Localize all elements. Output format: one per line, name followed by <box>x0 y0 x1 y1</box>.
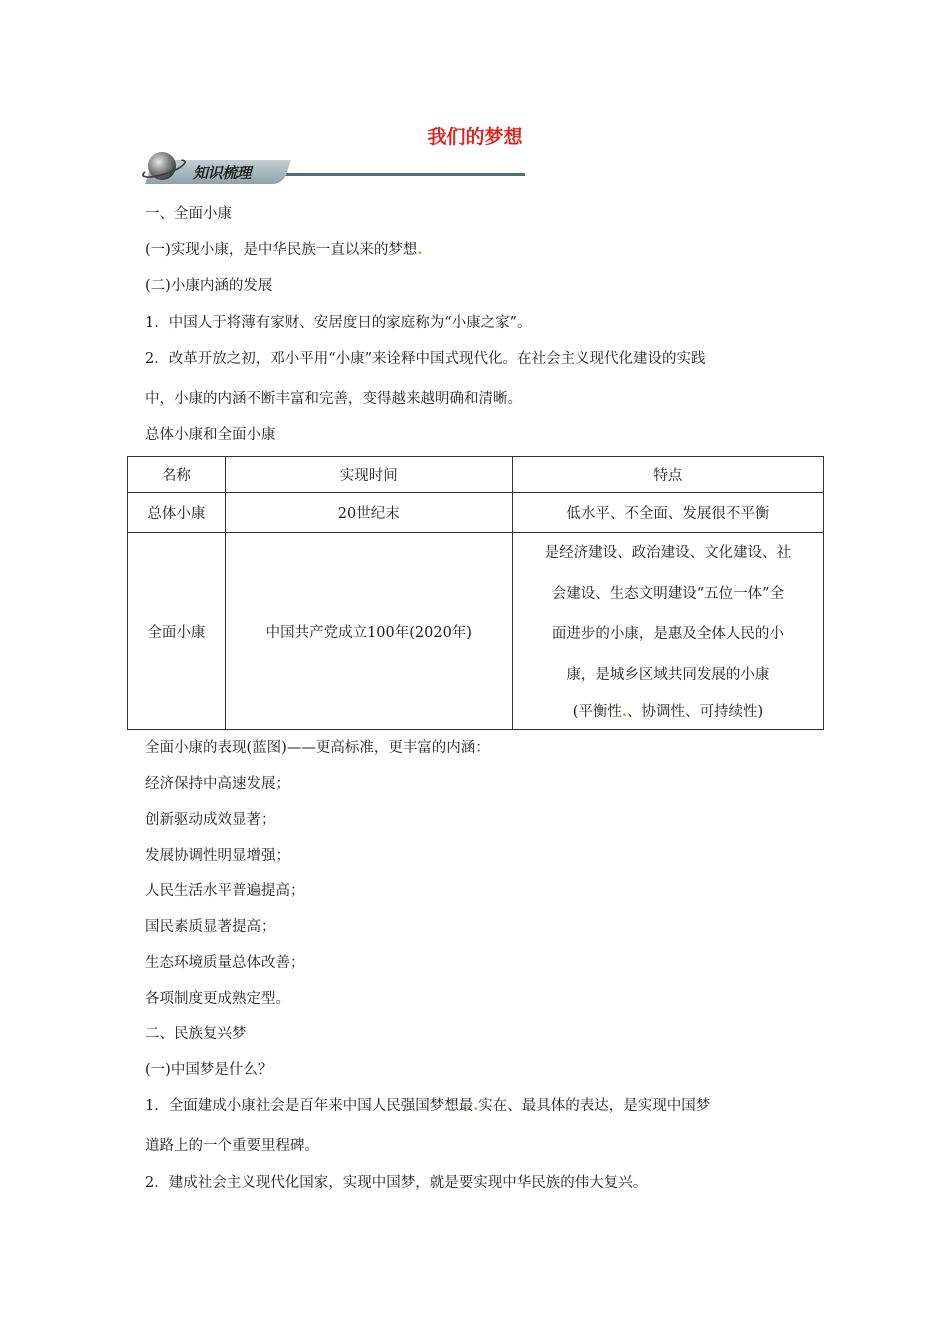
subheading: (一)中国梦是什么？ <box>145 1062 273 1078</box>
paragraph: 全面小康的表现(蓝图)——更高标准，更丰富的内涵： <box>145 740 490 756</box>
table-row <box>128 533 824 730</box>
comparison-table <box>127 456 824 730</box>
header-cell: 名称 <box>128 457 226 493</box>
table-row <box>128 493 824 533</box>
section-heading-2: 二、民族复兴梦 <box>145 1026 247 1042</box>
list-item: 经济保持中高速发展； <box>145 776 290 792</box>
table-cell-traits <box>512 533 823 730</box>
header-cell: 特点 <box>512 457 823 493</box>
text: (平衡性 <box>572 704 622 720</box>
text: 实在、最具体的表达，是实现中国梦 <box>478 1098 711 1114</box>
mark: . <box>621 703 627 720</box>
table-cell: 全面小康 <box>128 533 226 730</box>
section-heading-1: 一、全面小康 <box>145 206 232 222</box>
document-title: 我们的梦想 <box>427 126 523 148</box>
trait-line: 是经济建设、政治建设、文化建设、社 <box>544 545 792 561</box>
banner-rule <box>263 173 525 176</box>
list-item: 发展协调性明显增强； <box>145 848 290 864</box>
banner-label: 知识梳理 <box>193 164 252 182</box>
text: 1．全面建成小康社会是百年来中国人民强国梦想最 <box>145 1098 474 1114</box>
trait-line: 康，是城乡区域共同发展的小康 <box>566 666 770 683</box>
table-cell: 总体小康 <box>128 493 226 533</box>
list-item <box>145 1094 710 1115</box>
list-item: 人民生活水平普遍提高； <box>145 883 305 899</box>
list-item: 国民素质显著提高； <box>145 919 276 935</box>
table-cell: 20世纪末 <box>225 493 512 533</box>
trait-line: 面进步的小康，是惠及全体人民的小 <box>551 626 784 642</box>
mark: . <box>473 1097 479 1114</box>
list-item-continued: 道路上的一个重要里程碑。 <box>145 1138 319 1154</box>
list-item-continued: 中，小康的内涵不断丰富和完善，变得越来越明确和清晰。 <box>145 391 522 407</box>
paragraph <box>145 238 422 259</box>
globe-icon <box>148 152 176 180</box>
text: 、协调性、可持续性) <box>626 704 764 720</box>
knowledge-summary-banner <box>143 150 528 188</box>
list-item: 生态环境质量总体改善； <box>145 955 305 971</box>
trait-line <box>521 695 815 729</box>
list-item: 创新驱动成效显著； <box>145 812 276 828</box>
list-item: 各项制度更成熟定型。 <box>145 991 290 1007</box>
mark: . <box>417 241 423 258</box>
list-item: 2．改革开放之初，邓小平用“小康”来诠释中国式现代化。在社会主义现代化建设的实践 <box>145 351 706 367</box>
table-header-row <box>128 457 824 493</box>
subheading: (二)小康内涵的发展 <box>145 278 273 294</box>
text: (一)实现小康，是中华民族一直以来的梦想 <box>145 242 418 258</box>
header-cell: 实现时间 <box>225 457 512 493</box>
list-item: 1．中国人于将薄有家财、安居度日的家庭称为“小康之家”。 <box>145 315 532 331</box>
table-cell: 低水平、不全面、发展很不平衡 <box>512 493 823 533</box>
table-cell: 中国共产党成立100年(2020年) <box>225 533 512 730</box>
table-caption: 总体小康和全面小康 <box>145 427 276 443</box>
trait-line: 会建设、生态文明建设“五位一体”全 <box>551 585 785 602</box>
list-item: 2．建成社会主义现代化国家，实现中国梦，就是要实现中华民族的伟大复兴。 <box>145 1175 648 1191</box>
